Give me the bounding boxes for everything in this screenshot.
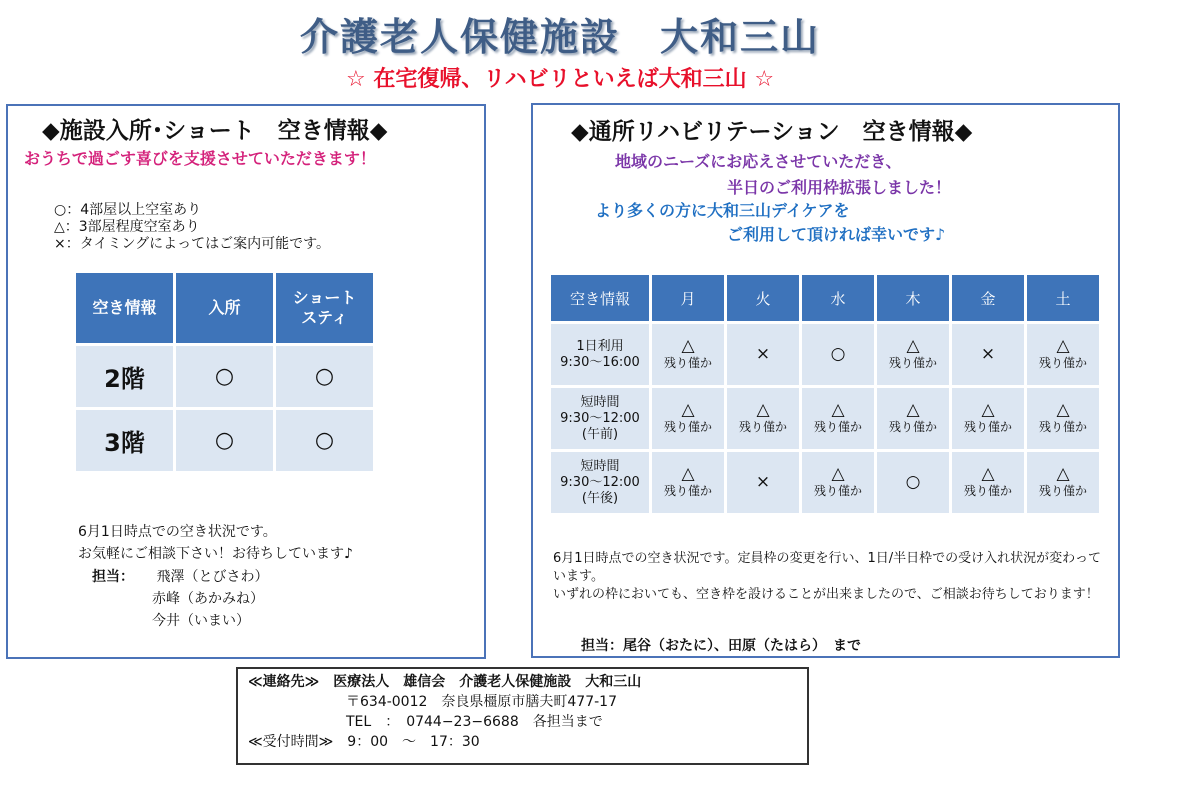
note-line: お気軽にご相談下さい！お待ちしています♪ [78, 546, 353, 562]
status-symbol: × [755, 472, 771, 492]
status-cell [727, 452, 799, 513]
status-note: 残り僅か [663, 483, 712, 498]
day-rehab-staff: 担当：尾谷（おたに）、田原（たはら） まで [581, 638, 861, 654]
row-label-line: 9:30〜12:00 [560, 474, 640, 490]
day-rehab-vacancy-table [548, 272, 1102, 516]
table-row [551, 324, 1099, 385]
status-symbol: ○ [830, 344, 846, 364]
page-title: 介護老人保健施設 大和三山 [299, 15, 820, 59]
status-note: 残り僅か [1038, 419, 1087, 434]
row-label-line: (午後) [581, 490, 619, 506]
status-note: 残り僅か [888, 419, 937, 434]
status-symbol: △ [1056, 399, 1070, 420]
status-note: 残り僅か [663, 355, 712, 370]
column-header-line: ショート [292, 288, 357, 307]
status-symbol: △ [981, 463, 995, 484]
status-cell [1027, 388, 1099, 449]
floor-label: 2階 [76, 346, 173, 407]
message-line: より多くの方に大和三山デイケアを [595, 201, 850, 220]
contact-org: ≪連絡先≫ 医療法人 雄信会 介護老人保健施設 大和三山 [248, 674, 642, 690]
status-cell [727, 388, 799, 449]
staff-name: 赤峰（あかみね） [152, 591, 264, 607]
table-row [76, 346, 373, 407]
status-cell [877, 452, 949, 513]
status-cell: ○ [276, 410, 373, 471]
status-cell [877, 388, 949, 449]
row-label-line: 1日利用 [576, 338, 624, 354]
status-note: 残り僅か [963, 483, 1012, 498]
row-label-line: 短時間 [580, 458, 620, 474]
table-row [76, 410, 373, 471]
contact-hours: ≪受付時間≫ 9：00 〜 17：30 [248, 734, 480, 750]
status-symbol: △ [681, 335, 695, 356]
column-header: 金 [952, 275, 1024, 321]
status-note: 残り僅か [1038, 483, 1087, 498]
column-header: 土 [1027, 275, 1099, 321]
legend [54, 202, 330, 253]
status-symbol: △ [906, 399, 920, 420]
staff-label: 担当： [92, 569, 134, 585]
message-line: 半日のご利用枠拡張しました！ [727, 178, 952, 197]
column-header: 空き情報 [551, 275, 649, 321]
status-cell [952, 324, 1024, 385]
column-header: 入所 [176, 273, 273, 343]
status-cell: ○ [276, 346, 373, 407]
column-header-line: スティ [301, 308, 348, 327]
status-cell [802, 388, 874, 449]
note-line: いずれの枠においても、空き枠を設けることが出来ましたので、ご相談お待ちしております！ [553, 587, 1099, 602]
status-cell [727, 324, 799, 385]
status-symbol: × [755, 344, 771, 364]
column-header: 木 [877, 275, 949, 321]
status-symbol: △ [831, 399, 845, 420]
status-symbol: △ [1056, 335, 1070, 356]
row-label-line: 9:30〜16:00 [560, 354, 640, 370]
facility-vacancy-table [73, 270, 376, 474]
day-rehab-heading: ◆通所リハビリテーション 空き情報◆ [571, 119, 973, 145]
status-symbol: △ [681, 399, 695, 420]
status-symbol: × [980, 344, 996, 364]
status-cell [802, 452, 874, 513]
page-subtitle: ☆ 在宅復帰、リハビリといえば大和三山 ☆ [345, 67, 775, 92]
table-row [551, 452, 1099, 513]
status-symbol: △ [981, 399, 995, 420]
row-label-line: (午前) [581, 426, 619, 442]
status-cell [652, 452, 724, 513]
status-cell [802, 324, 874, 385]
status-note: 残り僅か [963, 419, 1012, 434]
status-cell [877, 324, 949, 385]
facility-staff [92, 566, 268, 632]
status-note: 残り僅か [813, 419, 862, 434]
status-note: 残り僅か [663, 419, 712, 434]
staff-name: 今井（いまい） [152, 613, 250, 629]
column-header: 月 [652, 275, 724, 321]
status-symbol: △ [681, 463, 695, 484]
status-note: 残り僅か [888, 355, 937, 370]
contact-box [236, 667, 809, 765]
status-note: 残り僅か [813, 483, 862, 498]
status-cell [952, 452, 1024, 513]
row-label-line: 短時間 [580, 394, 620, 410]
row-label [551, 388, 649, 449]
status-cell [652, 388, 724, 449]
status-symbol: △ [1056, 463, 1070, 484]
status-symbol: ○ [905, 472, 921, 492]
legend-item: ×：タイミングによってはご案内可能です。 [54, 236, 331, 252]
note-line: 6月1日時点での空き状況です。定員枠の変更を行い、1日/半日枠での受け入れ状況が変わっています。 [553, 551, 1102, 584]
note-line: 6月1日時点での空き状況です。 [78, 524, 277, 540]
status-cell: ○ [176, 346, 273, 407]
status-cell [652, 324, 724, 385]
legend-item: ○：4部屋以上空室あり [54, 202, 202, 218]
column-header: 空き情報 [76, 273, 173, 343]
status-symbol: △ [831, 463, 845, 484]
facility-vacancy-panel [6, 104, 486, 659]
row-label-line: 9:30〜12:00 [560, 410, 640, 426]
status-symbol: △ [756, 399, 770, 420]
contact-address: 〒634-0012 奈良県橿原市膳夫町477-17 [346, 694, 617, 710]
row-label [551, 452, 649, 513]
status-cell [952, 388, 1024, 449]
status-note: 残り僅か [1038, 355, 1087, 370]
column-header: 水 [802, 275, 874, 321]
legend-item: △：3部屋程度空室あり [54, 219, 200, 235]
table-row [551, 388, 1099, 449]
day-rehab-notes [553, 550, 1108, 604]
status-note: 残り僅か [738, 419, 787, 434]
column-header [276, 273, 373, 343]
contact-phone: TEL ： 0744−23−6688 各担当まで [346, 714, 603, 730]
status-cell [1027, 324, 1099, 385]
floor-label: 3階 [76, 410, 173, 471]
table-header-row [551, 275, 1099, 321]
facility-notes [78, 521, 353, 565]
row-label [551, 324, 649, 385]
day-rehab-vacancy-panel [531, 103, 1120, 658]
table-header-row [76, 273, 373, 343]
message-line: 地域のニーズにお応えさせていただき、 [615, 152, 902, 171]
message-line: ご利用して頂ければ幸いです♪ [727, 225, 946, 244]
facility-tagline: おうちで過ごす喜びを支援させていただきます！ [24, 149, 376, 168]
column-header: 火 [727, 275, 799, 321]
facility-heading: ◆施設入所･ショート 空き情報◆ [42, 118, 388, 144]
status-cell [1027, 452, 1099, 513]
status-cell: ○ [176, 410, 273, 471]
staff-name: 飛澤（とびさわ） [156, 569, 269, 585]
status-symbol: △ [906, 335, 920, 356]
